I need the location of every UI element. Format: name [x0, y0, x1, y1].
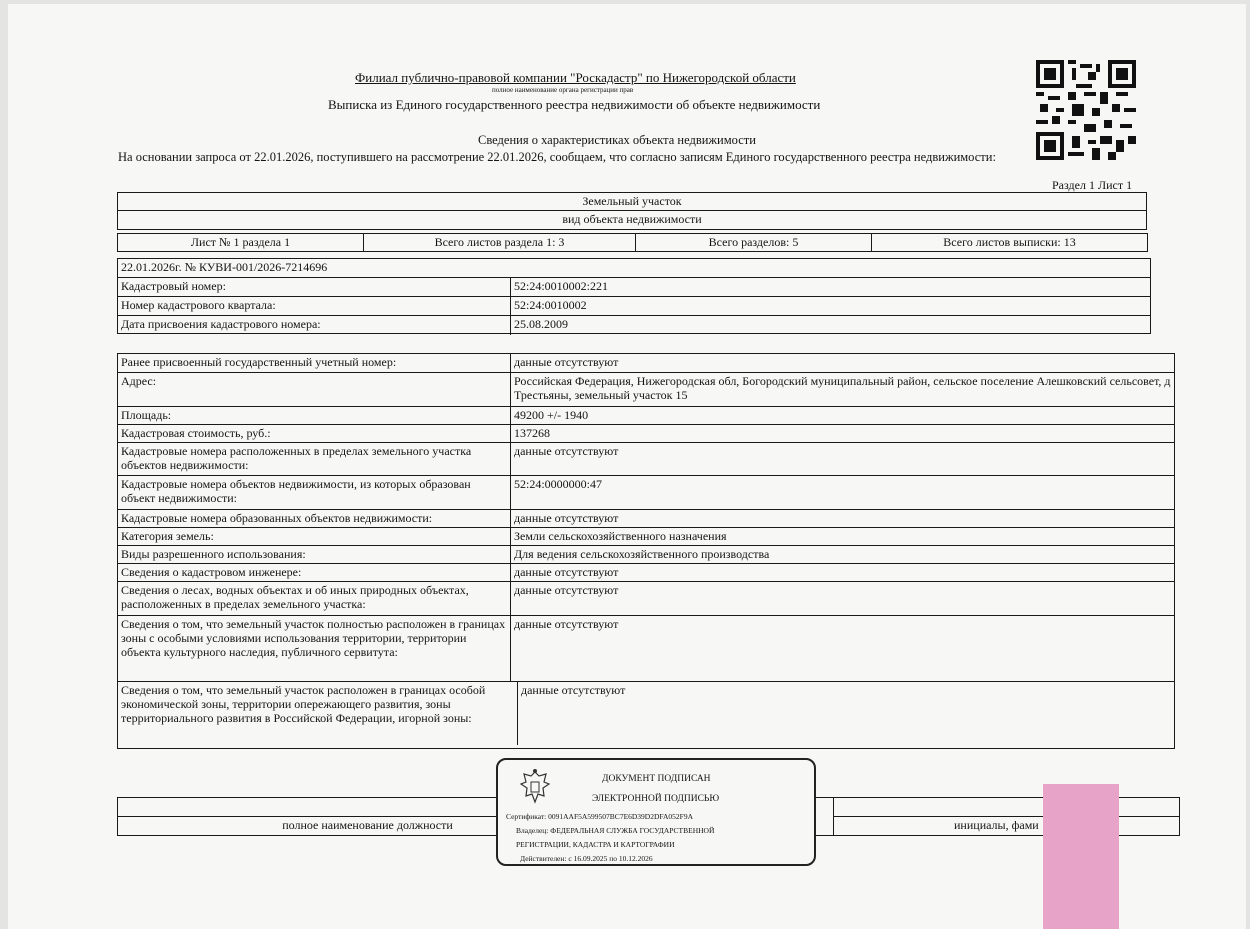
detail-label: Кадастровые номера образованных объектов недвижимости:	[118, 510, 511, 527]
detail-label: Кадастровые номера объектов недвижимости, из которых образован объект недвижимости:	[118, 476, 511, 509]
detail-label: Категория земель:	[118, 528, 511, 545]
detail-label: Адрес:	[118, 373, 511, 406]
total-sheets-count: Всего листов выписки: 13	[943, 235, 1076, 249]
organization-note: полное наименование органа регистрации прав	[492, 86, 634, 94]
detail-label: Сведения о том, что земельный участок расположен в границах особой экономической зоны, территории опережающего развития, зоны территориального развития в Российской Федерации, игорной зоны:	[118, 682, 518, 745]
registry-table	[117, 258, 1151, 334]
document-title: Выписка из Единого государственного реестра недвижимости об объекте недвижимости	[328, 97, 821, 112]
area-value: 49200 +/- 1940	[514, 408, 589, 422]
section-sheets-count: Всего листов раздела 1: 3	[364, 234, 636, 251]
e-signature-stamp	[496, 758, 816, 866]
stamp-line2: ЭЛЕКТРОННОЙ ПОДПИСЬЮ	[592, 794, 720, 804]
organization-title: Филиал публично-правовой компании "Роскадастр" по Нижегородской области	[355, 70, 796, 85]
cadastral-number-label: Кадастровый номер:	[118, 278, 511, 296]
object-type: Земельный участок	[582, 194, 682, 208]
cadastral-quarter-value: 52:24:0010002	[514, 298, 587, 312]
sections-count: Всего разделов: 5	[636, 234, 872, 251]
detail-label: Сведения о том, что земельный участок полностью расположен в границах зоны с особыми условиями использования территории, территории объекта культурного наследия, публичного сервитута:	[118, 616, 511, 681]
stamp-valid: Действителен: с 16.09.2025 по 10.12.2026	[520, 854, 653, 863]
detail-value: данные отсутствуют	[514, 444, 619, 458]
basis-text: На основании запроса от 22.01.2026, поступившего на рассмотрение 22.01.2026, сообщаем, что согласно записям Единого государственного реестра недвижимости:	[118, 150, 996, 164]
detail-value: данные отсутствуют	[521, 683, 626, 697]
cadastral-value: 137268	[514, 426, 550, 440]
name-blank	[833, 798, 1179, 817]
detail-label: Кадастровая стоимость, руб.:	[118, 425, 511, 442]
detail-label: Виды разрешенного использования:	[118, 546, 511, 563]
stamp-owner-2: РЕГИСТРАЦИИ, КАДАСТРА И КАРТОГРАФИИ	[516, 840, 675, 849]
detail-value: данные отсутствуют	[514, 355, 619, 369]
address-value: Российская Федерация, Нижегородская обл, Богородский муниципальный район, сельское поселение Алешковский сельсовет, д Трестьяны, земельный участок 15	[514, 374, 1171, 402]
detail-value: 52:24:0000000:47	[514, 477, 603, 491]
detail-label: Сведения о лесах, водных объектах и об иных природных объектах, расположенных в пределах земельного участка:	[118, 582, 511, 615]
cadastral-quarter-label: Номер кадастрового квартала:	[118, 297, 511, 315]
section-reference: Раздел 1 Лист 1	[1052, 178, 1133, 192]
name-caption: инициалы, фами	[833, 817, 1179, 835]
assignment-date-label: Дата присвоения кадастрового номера:	[118, 316, 511, 335]
land-category-value: Земли сельскохозяйственного назначения	[514, 529, 727, 543]
info-title: Сведения о характеристиках объекта недвижимости	[478, 133, 756, 147]
qr-code-icon	[1032, 60, 1140, 160]
detail-label: Сведения о кадастровом инженере:	[118, 564, 511, 581]
detail-label: Кадастровые номера расположенных в пределах земельного участка объектов недвижимости:	[118, 443, 511, 475]
detail-label: Ранее присвоенный государственный учетный номер:	[118, 354, 511, 372]
pink-sticker	[1043, 784, 1119, 929]
stamp-owner: Владелец: ФЕДЕРАЛЬНАЯ СЛУЖБА ГОСУДАРСТВЕННОЙ	[516, 826, 715, 835]
detail-value: данные отсутствуют	[514, 583, 619, 597]
detail-value: данные отсутствуют	[514, 511, 619, 525]
assignment-date-value: 25.08.2009	[514, 317, 568, 331]
coat-of-arms-icon	[518, 768, 552, 808]
sheet-number: Лист № 1 раздела 1	[118, 234, 364, 251]
detail-label: Площадь:	[118, 407, 511, 424]
position-caption: полное наименование должности	[118, 817, 618, 835]
stamp-certificate: Сертификат: 0091AAF5A599507BC7E6D39D2DFA052F9A	[506, 812, 694, 821]
sheets-table	[117, 233, 1148, 252]
detail-value: данные отсутствуют	[514, 617, 619, 631]
cadastral-number-value: 52:24:0010002:221	[514, 279, 609, 293]
details-table	[117, 353, 1175, 749]
object-type-table	[117, 192, 1147, 230]
stamp-line1: ДОКУМЕНТ ПОДПИСАН	[602, 774, 711, 784]
permitted-use-value: Для ведения сельскохозяйственного производства	[514, 547, 770, 561]
object-type-caption: вид объекта недвижимости	[562, 212, 702, 226]
extract-number: 22.01.2026г. № КУВИ-001/2026-7214696	[121, 260, 328, 274]
detail-value: данные отсутствуют	[514, 565, 619, 579]
